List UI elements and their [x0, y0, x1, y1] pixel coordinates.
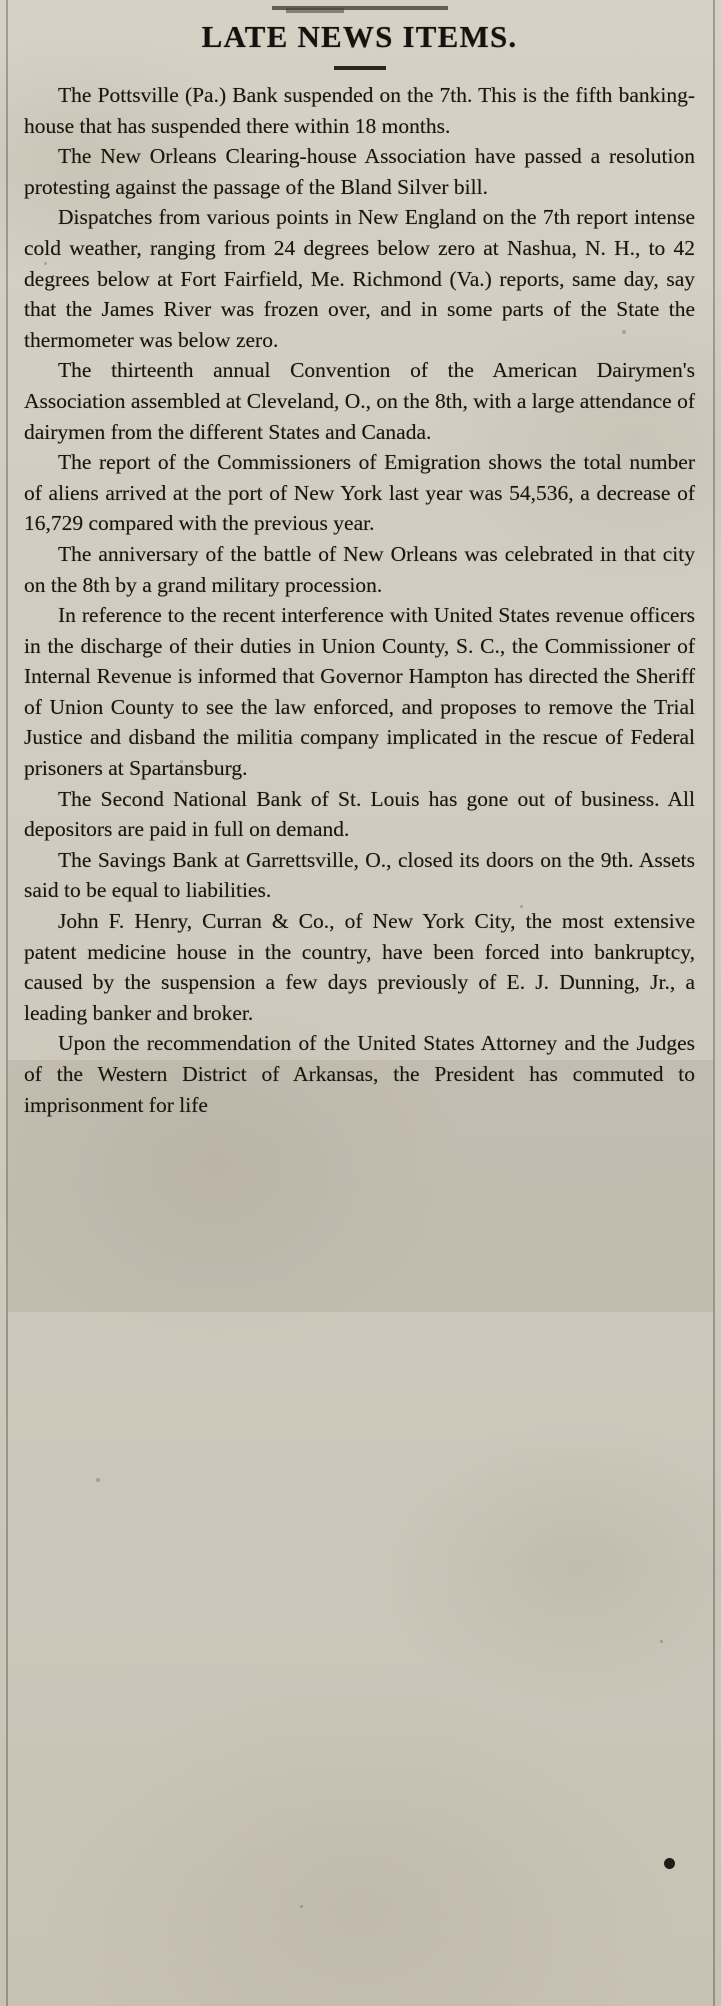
top-divider-fragment	[286, 8, 344, 13]
page-title: LATE NEWS ITEMS.	[201, 19, 518, 54]
news-item: In reference to the recent interference with United States revenue officers in the discharge of their duties in Union County, S. C., the Commissioner of Internal Revenue is informed that Governor Hampton has directed the Sheriff of Union County to see the law enforced, and proposes to remove the Trial Justice and disband the militia company implicated in the rescue of Federal prisoners at Spartansburg.	[24, 603, 695, 781]
news-item: Dispatches from various points in New England on the 7th report intense cold weather, ranging from 24 degrees below zero at Nashua, N. H., to 42 degrees below at Fort Fairfield, Me. Richmond (Va.) reports, same day, say that the James River was frozen over, and in some parts of the State the thermometer was below zero.	[24, 205, 695, 352]
paper-speck	[96, 1478, 100, 1482]
paper-speck	[660, 1640, 663, 1643]
news-item: The thirteenth annual Convention of the American Dairymen's Association assembled at Cleveland, O., on the 8th, with a large attendance of dairymen from the different States and Canada.	[24, 358, 695, 444]
section-divider	[334, 66, 386, 70]
news-item: The Second National Bank of St. Louis has gone out of business. All depositors are paid in full on demand.	[24, 786, 695, 842]
news-item: The New Orleans Clearing-house Association have passed a resolution protesting against the passage of the Bland Silver bill.	[24, 144, 695, 199]
news-item: Upon the recommendation of the United States Attorney and the Judges of the Western District of Arkansas, the President has commuted to imprisonment for life	[24, 1031, 695, 1117]
news-item: The Savings Bank at Garrettsville, O., closed its doors on the 9th. Assets said to be equal to liabilities.	[24, 847, 695, 903]
news-item: The anniversary of the battle of New Orleans was celebrated in that city on the 8th by a grand military procession.	[24, 541, 695, 597]
article-column	[0, 6, 721, 1120]
news-item: John F. Henry, Curran & Co., of New York City, the most extensive patent medicine house in the country, have been forced into bankruptcy, caused by the suspension a few days previously of E. J. Dunning, Jr., a leading banker and broker.	[24, 909, 695, 1025]
news-item: The report of the Commissioners of Emigration shows the total number of aliens arrived at the port of New York last year was 54,536, a decrease of 16,729 compared with the previous year.	[24, 450, 695, 536]
news-item: The Pottsville (Pa.) Bank suspended on the 7th. This is the fifth banking-house that has suspended there within 18 months.	[24, 83, 695, 138]
paper-speck	[300, 1905, 303, 1908]
ink-blot	[664, 1858, 675, 1869]
